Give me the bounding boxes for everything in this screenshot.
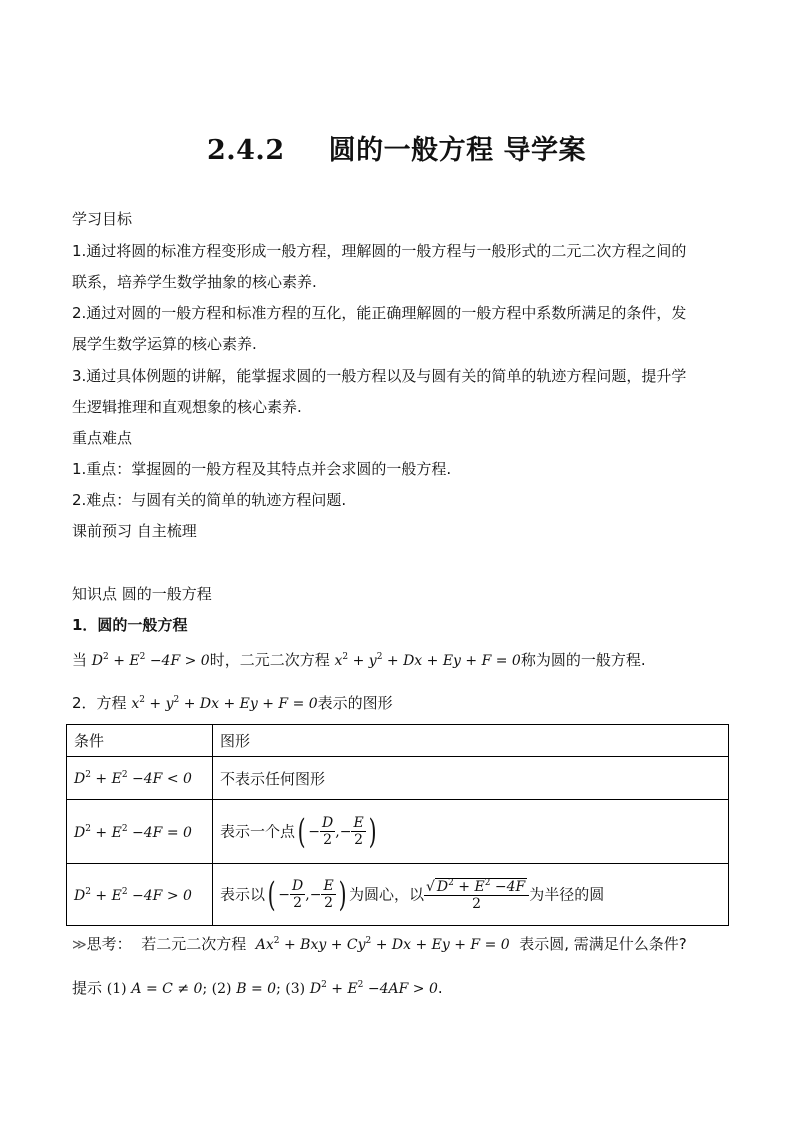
goal-2-line-2: 展学生数学运算的核心素养. xyxy=(72,335,257,353)
table-header-row xyxy=(67,725,729,757)
condition-cell: $D^2 + E^2 -4F > 0$ xyxy=(67,864,213,926)
section-2-statement: 2．方程 $x^2 + y^2 + Dx + Ey + F = 0$表示的图形 xyxy=(72,694,393,712)
goal-1-line-1: 1.通过将圆的标准方程变形成一般方程，理解圆的一般方程与一般形式的二元二次方程之间的 xyxy=(72,242,687,260)
table-row xyxy=(67,800,729,864)
radius-formula: $\frac{√ D^2 + E^2 -4F}{2}$ xyxy=(424,878,529,912)
section-1-title: 1．圆的一般方程 xyxy=(72,616,188,634)
goal-3-line-2: 生逻辑推理和直观想象的核心素养. xyxy=(72,398,302,416)
condition-formula: $D^2 + E^2 -4F > 0$ xyxy=(91,652,210,669)
section-number: 2.4.2 xyxy=(206,135,285,166)
key-point-2: 2.难点：与圆有关的简单的轨迹方程问题. xyxy=(72,491,347,509)
condition-cell: $D^2 + E^2 -4F = 0$ xyxy=(67,800,213,864)
shape-cell: 表示以( − $\frac{D}{2}$ ,− $\frac{E}{2}$ ) 为圆心，以 $\frac{√ D^2 + E^2 -4F}{2}$ 为半径的圆 xyxy=(213,864,729,926)
arrow-bullet-icon: ≫ xyxy=(72,937,87,953)
key-point-1: 1.重点：掌握圆的一般方程及其特点并会求圆的一般方程. xyxy=(72,460,452,478)
goal-2-line-1: 2.通过对圆的一般方程和标准方程的互化，能正确理解圆的一般方程中系数所满足的条件，发 xyxy=(72,304,687,322)
preview-heading: 课前预习 自主梳理 xyxy=(72,522,197,540)
shape-cell: 不表示任何图形 xyxy=(213,757,729,800)
table-row xyxy=(67,864,729,926)
header-shape: 图形 xyxy=(213,725,729,757)
section-1-statement: 当 $D^2 + E^2 -4F > 0$时，二元二次方程 $x^2 + y^2 + Dx + Ey + F = 0$称为圆的一般方程. xyxy=(72,651,646,669)
condition-table xyxy=(66,724,729,926)
condition-cell: $D^2 + E^2 -4F < 0$ xyxy=(67,757,213,800)
hint-line: 提示 (1) A = C ≠ 0; (2) B = 0; (3) $D^2 + E^2 -4AF > 0$. xyxy=(72,979,443,997)
header-condition: 条件 xyxy=(67,725,213,757)
keys-heading: 重点难点 xyxy=(72,429,133,447)
page-title xyxy=(0,128,793,167)
shape-cell: 表示一个点( − $\frac{D}{2}$ ,− $\frac{E}{2}$ ) xyxy=(213,800,729,864)
knowledge-heading: 知识点 圆的一般方程 xyxy=(72,585,212,603)
quadratic-equation: $Ax^2$ + Bxy + $Cy^2 + Dx + Ey + F = 0$ xyxy=(255,936,510,953)
table-row xyxy=(67,757,729,800)
goal-1-line-2: 联系，培养学生数学抽象的核心素养. xyxy=(72,273,317,291)
goals-heading: 学习目标 xyxy=(72,210,133,228)
general-equation: $x^2 + y^2 + Dx + Ey + F = 0$ xyxy=(334,652,521,669)
title-text: 圆的一般方程 导学案 xyxy=(328,135,587,166)
general-equation-2: $x^2 + y^2 + Dx + Ey + F = 0$ xyxy=(131,695,318,712)
goal-3-line-1: 3.通过具体例题的讲解，能掌握求圆的一般方程以及与圆有关的简单的轨迹方程问题，提升学 xyxy=(72,367,687,385)
think-question: ≫思考： 若二元二次方程 $Ax^2$ + Bxy + $Cy^2 + Dx + Ey + F = 0$ 表示圆, 需满足什么条件? xyxy=(72,935,687,953)
